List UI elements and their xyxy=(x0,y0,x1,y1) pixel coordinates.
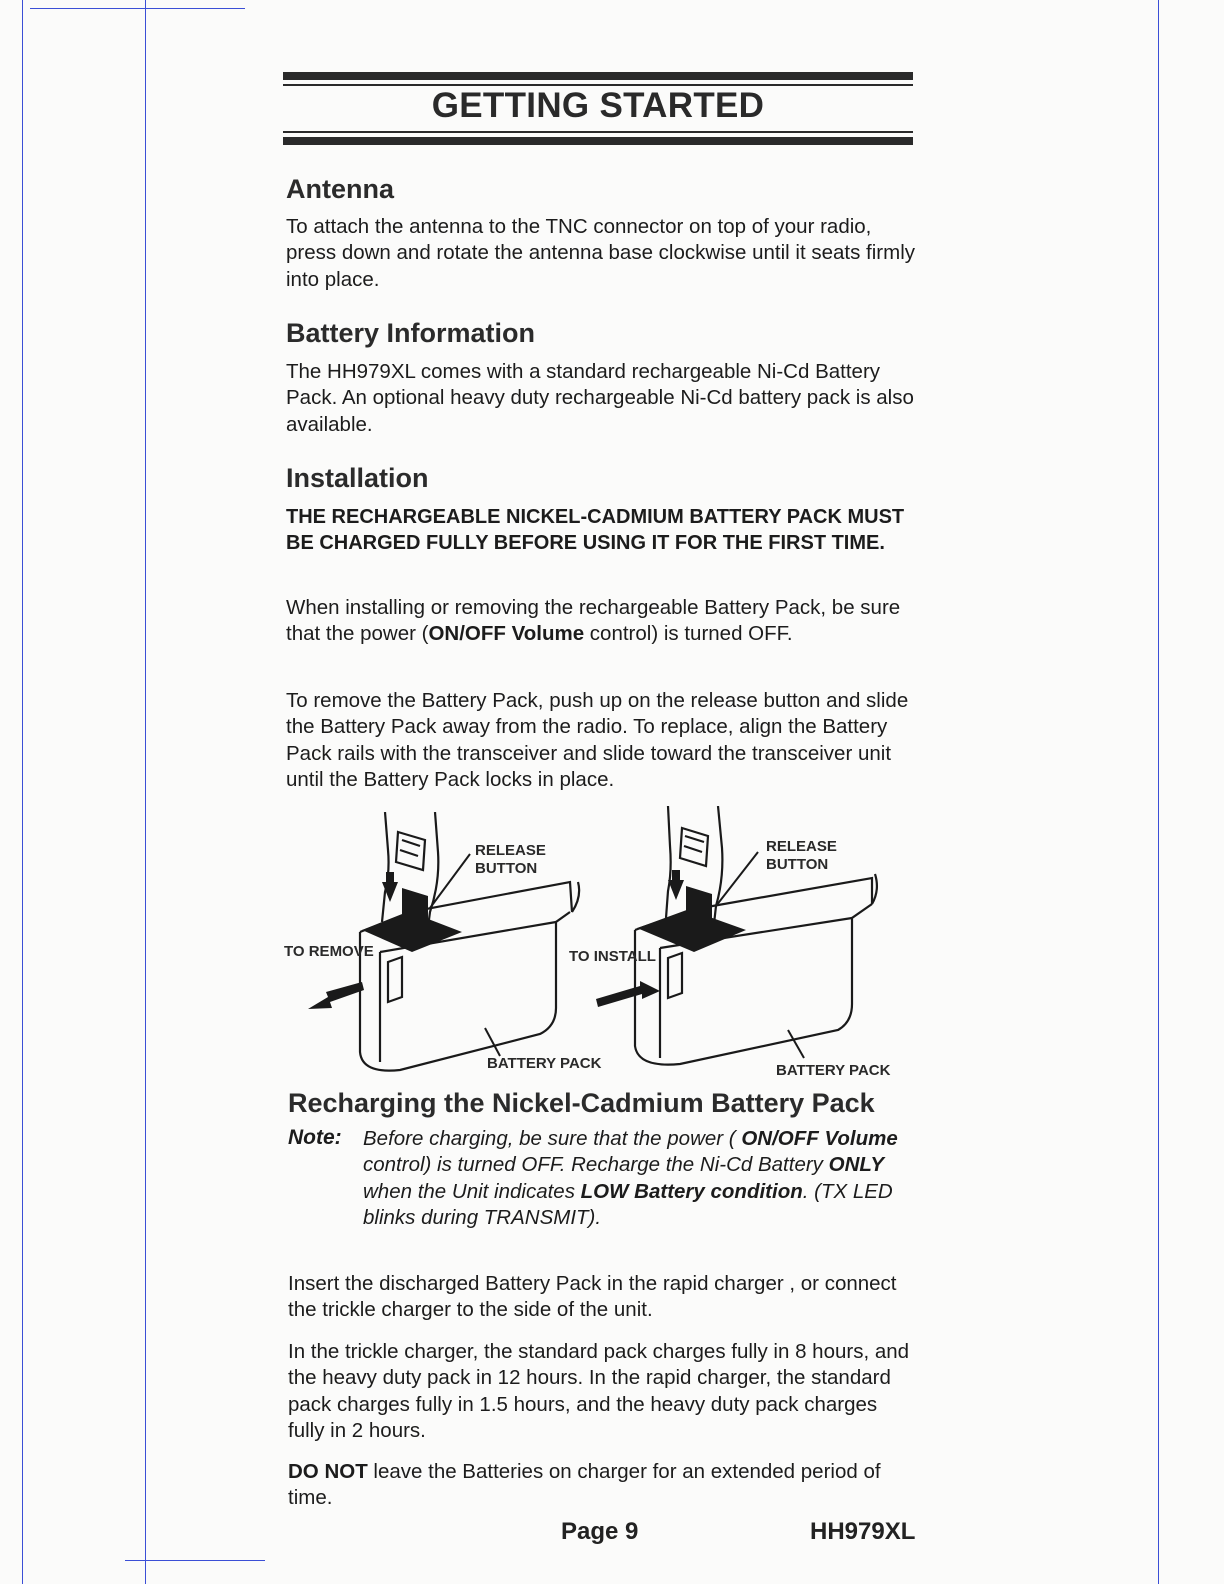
release-button-label-left xyxy=(475,842,546,878)
antenna-body: To attach the antenna to the TNC connector on top of your radio, press down and rotate the antenna base clockwise until it seats firmly into place. xyxy=(286,215,915,291)
installation-para-2: To remove the Battery Pack, push up on the release button and slide the Battery Pack away from the radio. To replace, align the Battery Pack rails with the transceiver and slide toward the transceiver unit until the Battery Pack locks in place. xyxy=(286,689,909,791)
recharging-para-1: Insert the discharged Battery Pack in the rapid charger , or connect the trickle charger to the side of the unit. xyxy=(288,1272,897,1322)
installation-para-1-text-b: control) is turned OFF. xyxy=(584,622,793,646)
to-remove-label: TO REMOVE xyxy=(284,943,374,960)
note-text-4: . (TX LED blinks during TRANSMIT). xyxy=(363,1179,893,1229)
installation-warning: THE RECHARGEABLE NICKEL-CADMIUM BATTERY PACK MUST BE CHARGED FULLY BEFORE USING IT FOR THE FIRST TIME. xyxy=(286,506,905,554)
battery-info-body: The HH979XL comes with a standard rechargeable Ni-Cd Battery Pack. An optional heavy duty rechargeable Ni-Cd battery pack is also available. xyxy=(286,360,914,436)
installation-para-1-text-a: When installing or removing the rechargeable Battery Pack, be sure that the power ( xyxy=(286,596,901,646)
release-label-right-1: RELEASE xyxy=(766,838,837,855)
release-label-left-2: BUTTON xyxy=(475,860,538,877)
battery-install-illustration xyxy=(590,806,910,1078)
on-off-volume-label: ON/OFF Volume xyxy=(428,622,585,646)
note-bold-3: LOW Battery condition xyxy=(580,1179,803,1203)
note-text-3: when the Unit indicates xyxy=(363,1179,581,1203)
installation-heading: Installation xyxy=(286,463,429,493)
recharging-para-3 xyxy=(288,1459,918,1512)
margin-line-bottom xyxy=(125,1560,265,1561)
battery-pack-label-left: BATTERY PACK xyxy=(487,1055,602,1072)
recharging-heading: Recharging the Nickel-Cadmium Battery Pack xyxy=(288,1088,875,1118)
recharging-para-3-text: leave the Batteries on charger for an extended period of time. xyxy=(288,1460,881,1510)
do-not-label: DO NOT xyxy=(288,1460,368,1483)
installation-para-1 xyxy=(286,595,916,648)
note-text-2: control) is turned OFF. Recharge the Ni-Cd Battery xyxy=(363,1153,829,1177)
release-button-label-right xyxy=(766,838,837,874)
recharging-para-2: In the trickle charger, the standard pack charges fully in 8 hours, and the heavy duty pack in 12 hours. In the rapid charger, the standard pack charges fully in 1.5 hours, and the heavy duty pack charges fully in 2 hours. xyxy=(288,1340,910,1442)
to-install-label: TO INSTALL xyxy=(569,948,656,965)
note-bold-1: ON/OFF Volume xyxy=(741,1127,898,1150)
page-title-container xyxy=(283,86,913,126)
release-label-right-2: BUTTON xyxy=(766,856,829,873)
page-title: GETTING STARTED xyxy=(431,86,765,125)
margin-line-left-inner xyxy=(145,0,146,1584)
note-bold-2: ONLY xyxy=(828,1153,885,1177)
margin-line-right xyxy=(1158,0,1159,1584)
release-label-left-1: RELEASE xyxy=(475,842,546,859)
page-number: Page 9 xyxy=(561,1518,639,1545)
antenna-heading: Antenna xyxy=(286,174,394,204)
margin-line-left xyxy=(22,0,23,1584)
battery-info-heading: Battery Information xyxy=(286,318,536,348)
margin-line-top xyxy=(30,8,245,9)
model-name: HH979XL xyxy=(810,1518,916,1545)
note-label: Note: xyxy=(288,1126,342,1149)
note-text xyxy=(363,1126,923,1231)
battery-pack-label-right: BATTERY PACK xyxy=(776,1062,891,1079)
header-top-rules xyxy=(283,72,913,86)
header-bottom-rules xyxy=(283,131,913,145)
note-text-1: Before charging, be sure that the power ( xyxy=(363,1127,742,1150)
